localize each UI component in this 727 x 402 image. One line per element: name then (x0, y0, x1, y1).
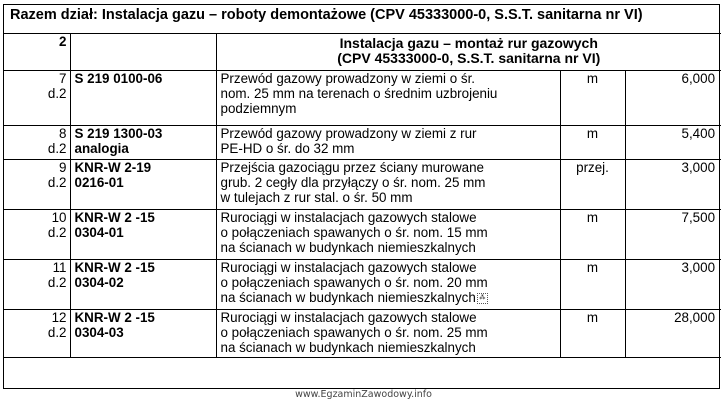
description-line (221, 290, 556, 305)
row-code-cell (70, 310, 216, 358)
row-unit: m (560, 260, 625, 310)
row-code-cell (70, 210, 216, 260)
row-number: 9 (59, 160, 67, 175)
row-code-part2: 0304-01 (74, 225, 124, 241)
description-line: o połączeniach spawanych o śr. nom. 25 mm (220, 325, 488, 341)
site-watermark: www.EgzaminZawodowy.info (295, 389, 432, 400)
table-title: Razem dział: Instalacja gazu – roboty demontażowe (CPV 45333000-0, S.S.T. sanitarna nr VI) (4, 5, 721, 34)
row-unit: przej. (560, 160, 625, 210)
table-row (4, 126, 721, 160)
description-line: PE-HD o śr. do 32 mm (220, 141, 355, 157)
row-code-part2: 0216-01 (74, 175, 124, 191)
row-number-cell (4, 260, 70, 310)
row-description (216, 71, 560, 126)
row-code-cell (70, 71, 216, 126)
table-row (4, 71, 721, 126)
row-quantity: 6,000 (625, 71, 721, 126)
title-row (4, 5, 721, 34)
row-number-cell (4, 126, 70, 160)
row-code: KNR-W 2 -15 (74, 210, 155, 225)
description-line: w tulejach z rur stal. o śr. 50 mm (220, 190, 413, 206)
row-subnumber: d.2 (47, 141, 67, 157)
row-quantity: 5,400 (625, 126, 721, 160)
row-number-cell (4, 210, 70, 260)
description-line: Przewód gazowy prowadzony w ziemi z rur (220, 126, 477, 141)
row-code-note: analogia (74, 141, 129, 157)
table-row (4, 260, 721, 310)
section-heading (216, 34, 721, 71)
row-code: KNR-W 2 -15 (74, 260, 155, 275)
cost-estimate-table-frame (3, 4, 720, 389)
row-code-part2: 0304-02 (74, 275, 124, 291)
row-subnumber: d.2 (47, 86, 67, 102)
row-code: S 219 0100-06 (74, 71, 163, 86)
row-unit: m (560, 210, 625, 260)
row-number: 8 (59, 126, 67, 141)
description-line: Przewód gazowy prowadzony w ziemi o śr. (220, 71, 476, 86)
row-quantity: 3,000 (625, 160, 721, 210)
row-code: KNR-W 2-19 (74, 160, 152, 175)
unknown-glyph-icon: ⁂ (477, 293, 488, 304)
row-number-cell (4, 71, 70, 126)
row-code: S 219 1300-03 (74, 126, 163, 141)
description-line: Rurociągi w instalacjach gazowych stalowe (220, 310, 477, 325)
row-subnumber: d.2 (47, 325, 67, 341)
row-code-cell (70, 160, 216, 210)
table-row (4, 310, 721, 358)
row-subnumber: d.2 (47, 225, 67, 241)
description-line: na ścianach w budynkach niemieszkalnych (220, 340, 476, 356)
table-row (4, 210, 721, 260)
row-unit: m (560, 71, 625, 126)
section-heading-line1: Instalacja gazu – montaż rur gazowych (339, 35, 598, 51)
description-line: Rurociągi w instalacjach gazowych stalowe (220, 260, 477, 275)
row-number: 11 (52, 260, 67, 275)
row-unit: m (560, 310, 625, 358)
description-line: Rurociągi w instalacjach gazowych stalowe (220, 210, 477, 225)
row-code-part2: 0304-03 (74, 325, 124, 341)
description-line: o połączeniach spawanych o śr. nom. 15 mm (220, 225, 488, 241)
row-description (216, 126, 560, 160)
description-line: na ścianach w budynkach niemieszkalnych (220, 240, 476, 256)
description-line: nom. 25 mm na terenach o średnim uzbrojeniu (220, 86, 498, 102)
description-line: podziemnym (220, 101, 297, 117)
section-heading-line2: (CPV 45333000-0, S.S.T. sanitarna nr VI) (337, 50, 601, 66)
row-subnumber: d.2 (47, 275, 67, 291)
description-line: Przejścia gazociągu przez ściany murowane (220, 160, 484, 175)
section-row (4, 34, 721, 71)
description-line: grub. 2 cegły dla przyłączy o śr. nom. 25 mm (220, 175, 486, 191)
row-number-cell (4, 310, 70, 358)
row-number: 12 (51, 310, 67, 325)
row-code-cell (70, 126, 216, 160)
section-code-cell (70, 34, 216, 71)
row-unit: m (560, 126, 625, 160)
row-number-cell (4, 160, 70, 210)
description-line-text: na ścianach w budynkach niemieszkalnych (220, 290, 476, 306)
description-line: o połączeniach spawanych o śr. nom. 20 mm (220, 275, 488, 291)
row-number: 10 (51, 210, 67, 225)
row-subnumber: d.2 (47, 175, 67, 191)
row-description (216, 310, 560, 358)
row-description (216, 210, 560, 260)
row-quantity: 7,500 (625, 210, 721, 260)
row-code-cell (70, 260, 216, 310)
row-quantity: 28,000 (625, 310, 721, 358)
table-row (4, 160, 721, 210)
row-number: 7 (59, 71, 67, 86)
row-description (216, 160, 560, 210)
row-description (216, 260, 560, 310)
row-code: KNR-W 2 -15 (74, 310, 155, 325)
section-number: 2 (4, 34, 70, 71)
cost-estimate-table (4, 5, 721, 358)
row-quantity: 3,000 (625, 260, 721, 310)
